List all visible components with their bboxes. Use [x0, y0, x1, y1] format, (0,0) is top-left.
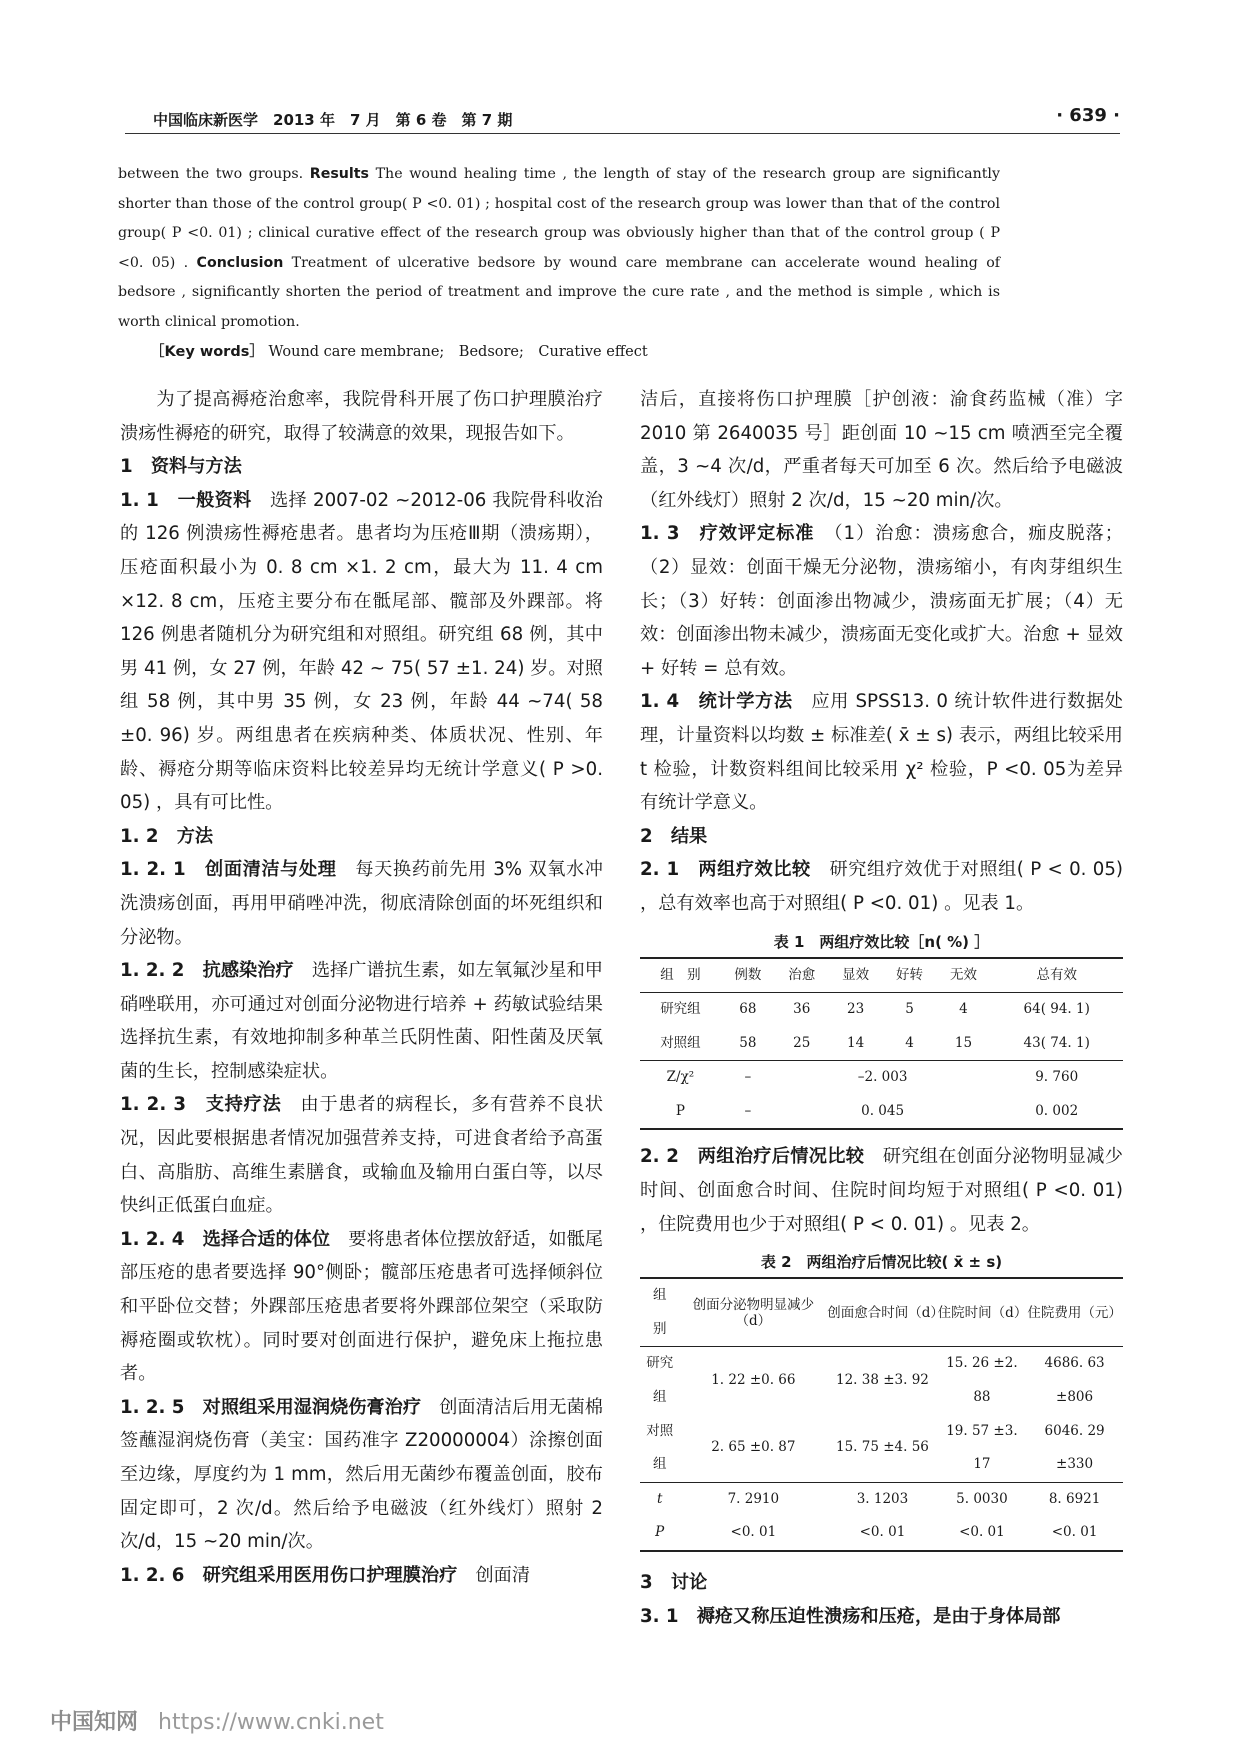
- sec-title-1-2-1: 1. 2. 1 创面清洁与处理: [120, 859, 337, 881]
- table-cell: <0. 01: [959, 1524, 1005, 1541]
- sec-text-1-2-6: 创面清: [457, 1564, 531, 1586]
- table-cell: P: [675, 1102, 685, 1119]
- table-cell: 0. 045: [861, 1102, 905, 1119]
- journal-info: 中国临床新医学 2013 年 7 月 第 6 卷 第 7 期: [153, 111, 513, 129]
- table-cell: 4: [959, 1001, 968, 1018]
- section-heading-1: 1 资料与方法: [120, 456, 242, 478]
- table-row: [640, 1095, 1123, 1130]
- table-cell: Z/χ²: [666, 1069, 695, 1086]
- right-column: [640, 383, 1123, 1633]
- table-cell: 36: [793, 1001, 811, 1018]
- sec-text-1-2-2: 选择广谱抗生素，如左氧氟沙星和甲硝唑联用，亦可通过对创面分泌物进行培养 + 药敏试验结果选择抗生素，有效地抑制多种革兰氏阴性菌、阳性菌及厌氧菌的生长，控制感染症状。: [120, 960, 603, 1082]
- table-cell: 25: [793, 1034, 811, 1051]
- table-cell: 7. 2910: [727, 1490, 780, 1507]
- sec-title-1-3: 1. 3 疗效评定标准: [640, 523, 815, 545]
- para-1-1: [120, 484, 603, 820]
- para-1-2-2: [120, 954, 603, 1088]
- table-cell: t: [657, 1490, 663, 1507]
- cnki-url[interactable]: https://www.cnki.net: [158, 1710, 384, 1735]
- keywords-text: Wound care membrane; Bedsore; Curative effect: [263, 344, 648, 360]
- watermark-footer: [50, 1705, 384, 1736]
- table-cell: 23: [847, 1001, 865, 1018]
- table-1-col-invalid: 无效: [949, 966, 977, 983]
- table-cell: 3. 1203: [856, 1490, 909, 1507]
- table-2: [640, 1277, 1123, 1552]
- table-cell: –: [744, 1069, 752, 1086]
- sec-text-1-2-4: 要将患者体位摆放舒适，如骶尾部压疮的患者要选择 90°侧卧；髋部压疮患者可选择倾斜位和平卧位交替；外踝部压疮患者要将外踝部位架空（采取防褥疮圈或软枕）。同时要对创面进行保护，避免床上拖拉患者。: [120, 1228, 603, 1385]
- table-cell: 研究组: [646, 1355, 674, 1406]
- table-cell: 12. 38 ±3. 92: [836, 1372, 929, 1389]
- table-cell: 对照组: [660, 1034, 701, 1051]
- keywords-label: ［Key words］: [150, 344, 264, 360]
- table-2-col-group: 组 别: [652, 1287, 680, 1337]
- table-row: [640, 1482, 1123, 1516]
- sec-text-1-2-5: 创面清洁后用无菌棉签蘸湿润烧伤膏（美宝：国药准字 Z20000004）涂擦创面至边缘，厚度约为 1 mm，然后用无菌纱布覆盖创面，胶布固定即可，2 次/d。然后给予电磁波（红外线灯）照射 2 次/d，15 ~20 min/次。: [120, 1396, 603, 1553]
- sec-title-3-1: 3. 1 褥疮又称压迫性溃疡和压疮，是由于身体局部: [640, 1605, 1061, 1627]
- table-cell: P: [655, 1524, 665, 1541]
- section-heading-3: 3 讨论: [640, 1572, 708, 1593]
- table-2-col-cost: 住院费用（元）: [1027, 1304, 1122, 1321]
- sec-text-2-1: 研究组疗效优于对照组( P < 0. 05) ，总有效率也高于对照组( P <0. 01) 。见表 1。: [640, 859, 1123, 914]
- table-1-col-marked: 显效: [842, 966, 870, 983]
- para-2-1: [640, 853, 1123, 920]
- table-cell: 研究组: [660, 1001, 701, 1018]
- para-2-2: [640, 1140, 1123, 1241]
- table-cell: –: [744, 1102, 752, 1119]
- left-column: [120, 383, 603, 1592]
- para-1-2-4: [120, 1223, 603, 1391]
- table-1: [640, 957, 1123, 1131]
- table-cell: <0. 01: [730, 1524, 777, 1541]
- sec-text-1-2-1: 每天换药前先用 3% 双氧水冲洗溃疡创面，再用甲硝唑冲洗，彻底清除创面的坏死组织和分泌物。: [120, 859, 603, 948]
- table-cell: 15. 75 ±4. 56: [836, 1439, 929, 1456]
- english-abstract: [118, 160, 1000, 337]
- sec-text-1-3: （1）治愈：溃疡愈合，痂皮脱落；（2）显效：创面干燥无分泌物，溃疡缩小，有肉芽组织生长；（3）好转：创面渗出物减少，溃疡面无扩展；（4）无效：创面渗出物未减少，溃疡面无变化或扩大。治愈 + 显效 + 好转 = 总有效。: [640, 523, 1123, 679]
- table-row: [640, 993, 1123, 1027]
- para-1-2-6: [120, 1559, 603, 1593]
- table-cell: 6046. 29 ±330: [1044, 1422, 1105, 1473]
- table-cell: 1. 22 ±0. 66: [711, 1372, 796, 1389]
- sec-text-2-2: 研究组在创面分泌物明显减少时间、创面愈合时间、住院时间均短于对照组( P <0. 01) ，住院费用也少于对照组( P < 0. 01) 。见表 2。: [640, 1146, 1123, 1235]
- sec-text-1-2-3: 由于患者的病程长，多有营养不良状况，因此要根据患者情况加强营养支持，可进食者给予高蛋白、高脂肪、高维生素膳食，或输血及输用白蛋白等，以尽快纠正低蛋白血症。: [120, 1094, 603, 1217]
- page-header: [125, 103, 1120, 135]
- table-cell: 0. 002: [1035, 1102, 1079, 1119]
- header-rule: [125, 133, 1120, 134]
- table-row: [640, 1415, 1123, 1483]
- sec-title-2-2: 2. 2 两组治疗后情况比较: [640, 1146, 865, 1168]
- abstract-text-1: between the two groups.: [118, 166, 304, 182]
- sec-title-1-4: 1. 4 统计学方法: [640, 691, 793, 713]
- para-1-4: [640, 685, 1123, 819]
- page-number: · 639 ·: [1056, 105, 1120, 126]
- table-1-col-total: 总有效: [1036, 966, 1077, 983]
- sec-title-1-2-4: 1. 2. 4 选择合适的体位: [120, 1228, 331, 1250]
- table-cell: 4686. 63 ±806: [1044, 1355, 1105, 1406]
- table-1-block: [640, 927, 1123, 1131]
- table-cell: –2. 003: [857, 1069, 908, 1086]
- table-row: [640, 1516, 1123, 1551]
- table-1-header-row: [640, 958, 1123, 993]
- table-1-col-improved: 好转: [896, 966, 924, 983]
- table-cell: 19. 57 ±3. 17: [946, 1422, 1018, 1473]
- table-cell: 58: [739, 1034, 757, 1051]
- table-1-col-n: 例数: [734, 966, 762, 983]
- sec-title-1-2: 1. 2 方法: [120, 825, 214, 847]
- para-1-3: [640, 517, 1123, 685]
- para-1-2-1: [120, 853, 603, 954]
- sec-title-1-2-2: 1. 2. 2 抗感染治疗: [120, 960, 294, 982]
- table-2-col-secretion: 创面分泌物明显减少（d）: [692, 1296, 815, 1329]
- conclusion-label: Conclusion: [196, 254, 284, 271]
- table-cell: 8. 6921: [1048, 1490, 1101, 1507]
- table-cell: 43( 74. 1): [1023, 1034, 1090, 1051]
- abstract-results: The wound healing time , the length of stay of the research group are significantly shorter than those of the control group( P <0. 01) ; hospital cost of the research group was lower than that of the control group( P <0. 01) ; clinical curative effect of the research group was obviously higher than that of the control group ( P <0. 05) .: [118, 166, 1000, 271]
- table-cell: 对照组: [646, 1422, 674, 1473]
- keywords: [150, 340, 1010, 361]
- sec-text-1-1: 选择 2007-02 ~2012-06 我院骨科收治的 126 例溃疡性褥疮患者。患者均为压疮Ⅲ期（溃疡期），压疮面积最小为 0. 8 cm ×1. 2 cm，最大为 11. 4 cm ×12. 8 cm，压疮主要分布在骶尾部、髋部及外踝部。将 126 例患者随机分为研究组和对照组。研究组 68 例，其中男 41 例，女 27 例，年龄 42 ~ 75( 57 ±1. 24) 岁。对照组 58 例，其中男 35 例，女 23 例，年龄 44 ~74( 58 ±0. 96) 岁。两组患者在疾病种类、体质状况、性别、年龄、褥疮分期等临床资料比较差异均无统计学意义( P >0. 05) ，具有可比性。: [120, 489, 603, 814]
- table-cell: 2. 65 ±0. 87: [711, 1439, 796, 1456]
- table-cell: <0. 01: [859, 1524, 906, 1541]
- sec-title-1-2-6: 1. 2. 6 研究组采用医用伤口护理膜治疗: [120, 1564, 458, 1586]
- table-cell: 15: [954, 1034, 973, 1051]
- para-1-2-3: [120, 1088, 603, 1222]
- results-label: Results: [309, 166, 369, 182]
- table-cell: <0. 01: [1051, 1524, 1098, 1541]
- cnki-logo: 中国知网: [50, 1710, 139, 1735]
- table-2-col-healing: 创面愈合时间（d）: [827, 1304, 944, 1321]
- table-cell: 68: [739, 1001, 757, 1018]
- sec-title-1-2-3: 1. 2. 3 支持疗法: [120, 1094, 282, 1116]
- table-cell: 5. 0030: [956, 1490, 1008, 1507]
- table-2-header-row: [640, 1278, 1123, 1347]
- table-cell: 64( 94. 1): [1023, 1001, 1090, 1018]
- table-cell: 5: [905, 1001, 914, 1018]
- table-cell: 4: [905, 1034, 914, 1051]
- table-2-caption: 表 2 两组治疗后情况比较( x̄ ± s): [760, 1253, 1003, 1272]
- intro-paragraph: 为了提高褥疮治愈率，我院骨科开展了伤口护理膜治疗溃疡性褥疮的研究，取得了较满意的效果，现报告如下。: [120, 389, 603, 444]
- table-cell: 15. 26 ±2. 88: [946, 1355, 1018, 1406]
- abstract-conclusion: Treatment of ulcerative bedsore by wound care membrane can accelerate wound healing of bedsore , significantly shorten the period of treatment and improve the cure rate , and the method is simple , which is worth clinical promotion.: [118, 254, 1001, 330]
- para-1-2-5: [120, 1391, 603, 1559]
- sec-title-1-1: 1. 1 一般资料: [120, 489, 252, 511]
- sec-title-1-2-5: 1. 2. 5 对照组采用湿润烧伤膏治疗: [120, 1396, 422, 1418]
- table-1-col-group: 组 别: [660, 966, 701, 983]
- table-1-caption: 表 1 两组疗效比较［n( %) ］: [773, 932, 990, 951]
- table-row: [640, 1061, 1123, 1095]
- table-1-col-cured: 治愈: [788, 966, 816, 983]
- table-row: [640, 1027, 1123, 1061]
- table-cell: 14: [847, 1034, 865, 1051]
- table-2-col-stay: 住院时间（d）: [937, 1304, 1028, 1321]
- table-row: [640, 1347, 1123, 1415]
- sec-title-2-1: 2. 1 两组疗效比较: [640, 859, 811, 881]
- table-2-block: [640, 1247, 1123, 1552]
- sec-text-1-4: 应用 SPSS13. 0 统计软件进行数据处理，计量资料以均数 ± 标准差( x̄ ± s) 表示，两组比较采用 t 检验，计数资料组间比较采用 χ² 检验，P <0. 05为差异有统计学意义。: [640, 691, 1123, 814]
- table-cell: 9. 760: [1035, 1069, 1079, 1086]
- section-heading-2: 2 结果: [640, 825, 708, 847]
- continued-paragraph: 洁后，直接将伤口护理膜［护创液：渝食药监械（准）字 2010 第 2640035 号］距创面 10 ~15 cm 喷洒至完全覆盖，3 ~4 次/d，严重者每天可加至 6 次。然后给予电磁波（红外线灯）照射 2 次/d，15 ~20 min/次。: [640, 389, 1123, 511]
